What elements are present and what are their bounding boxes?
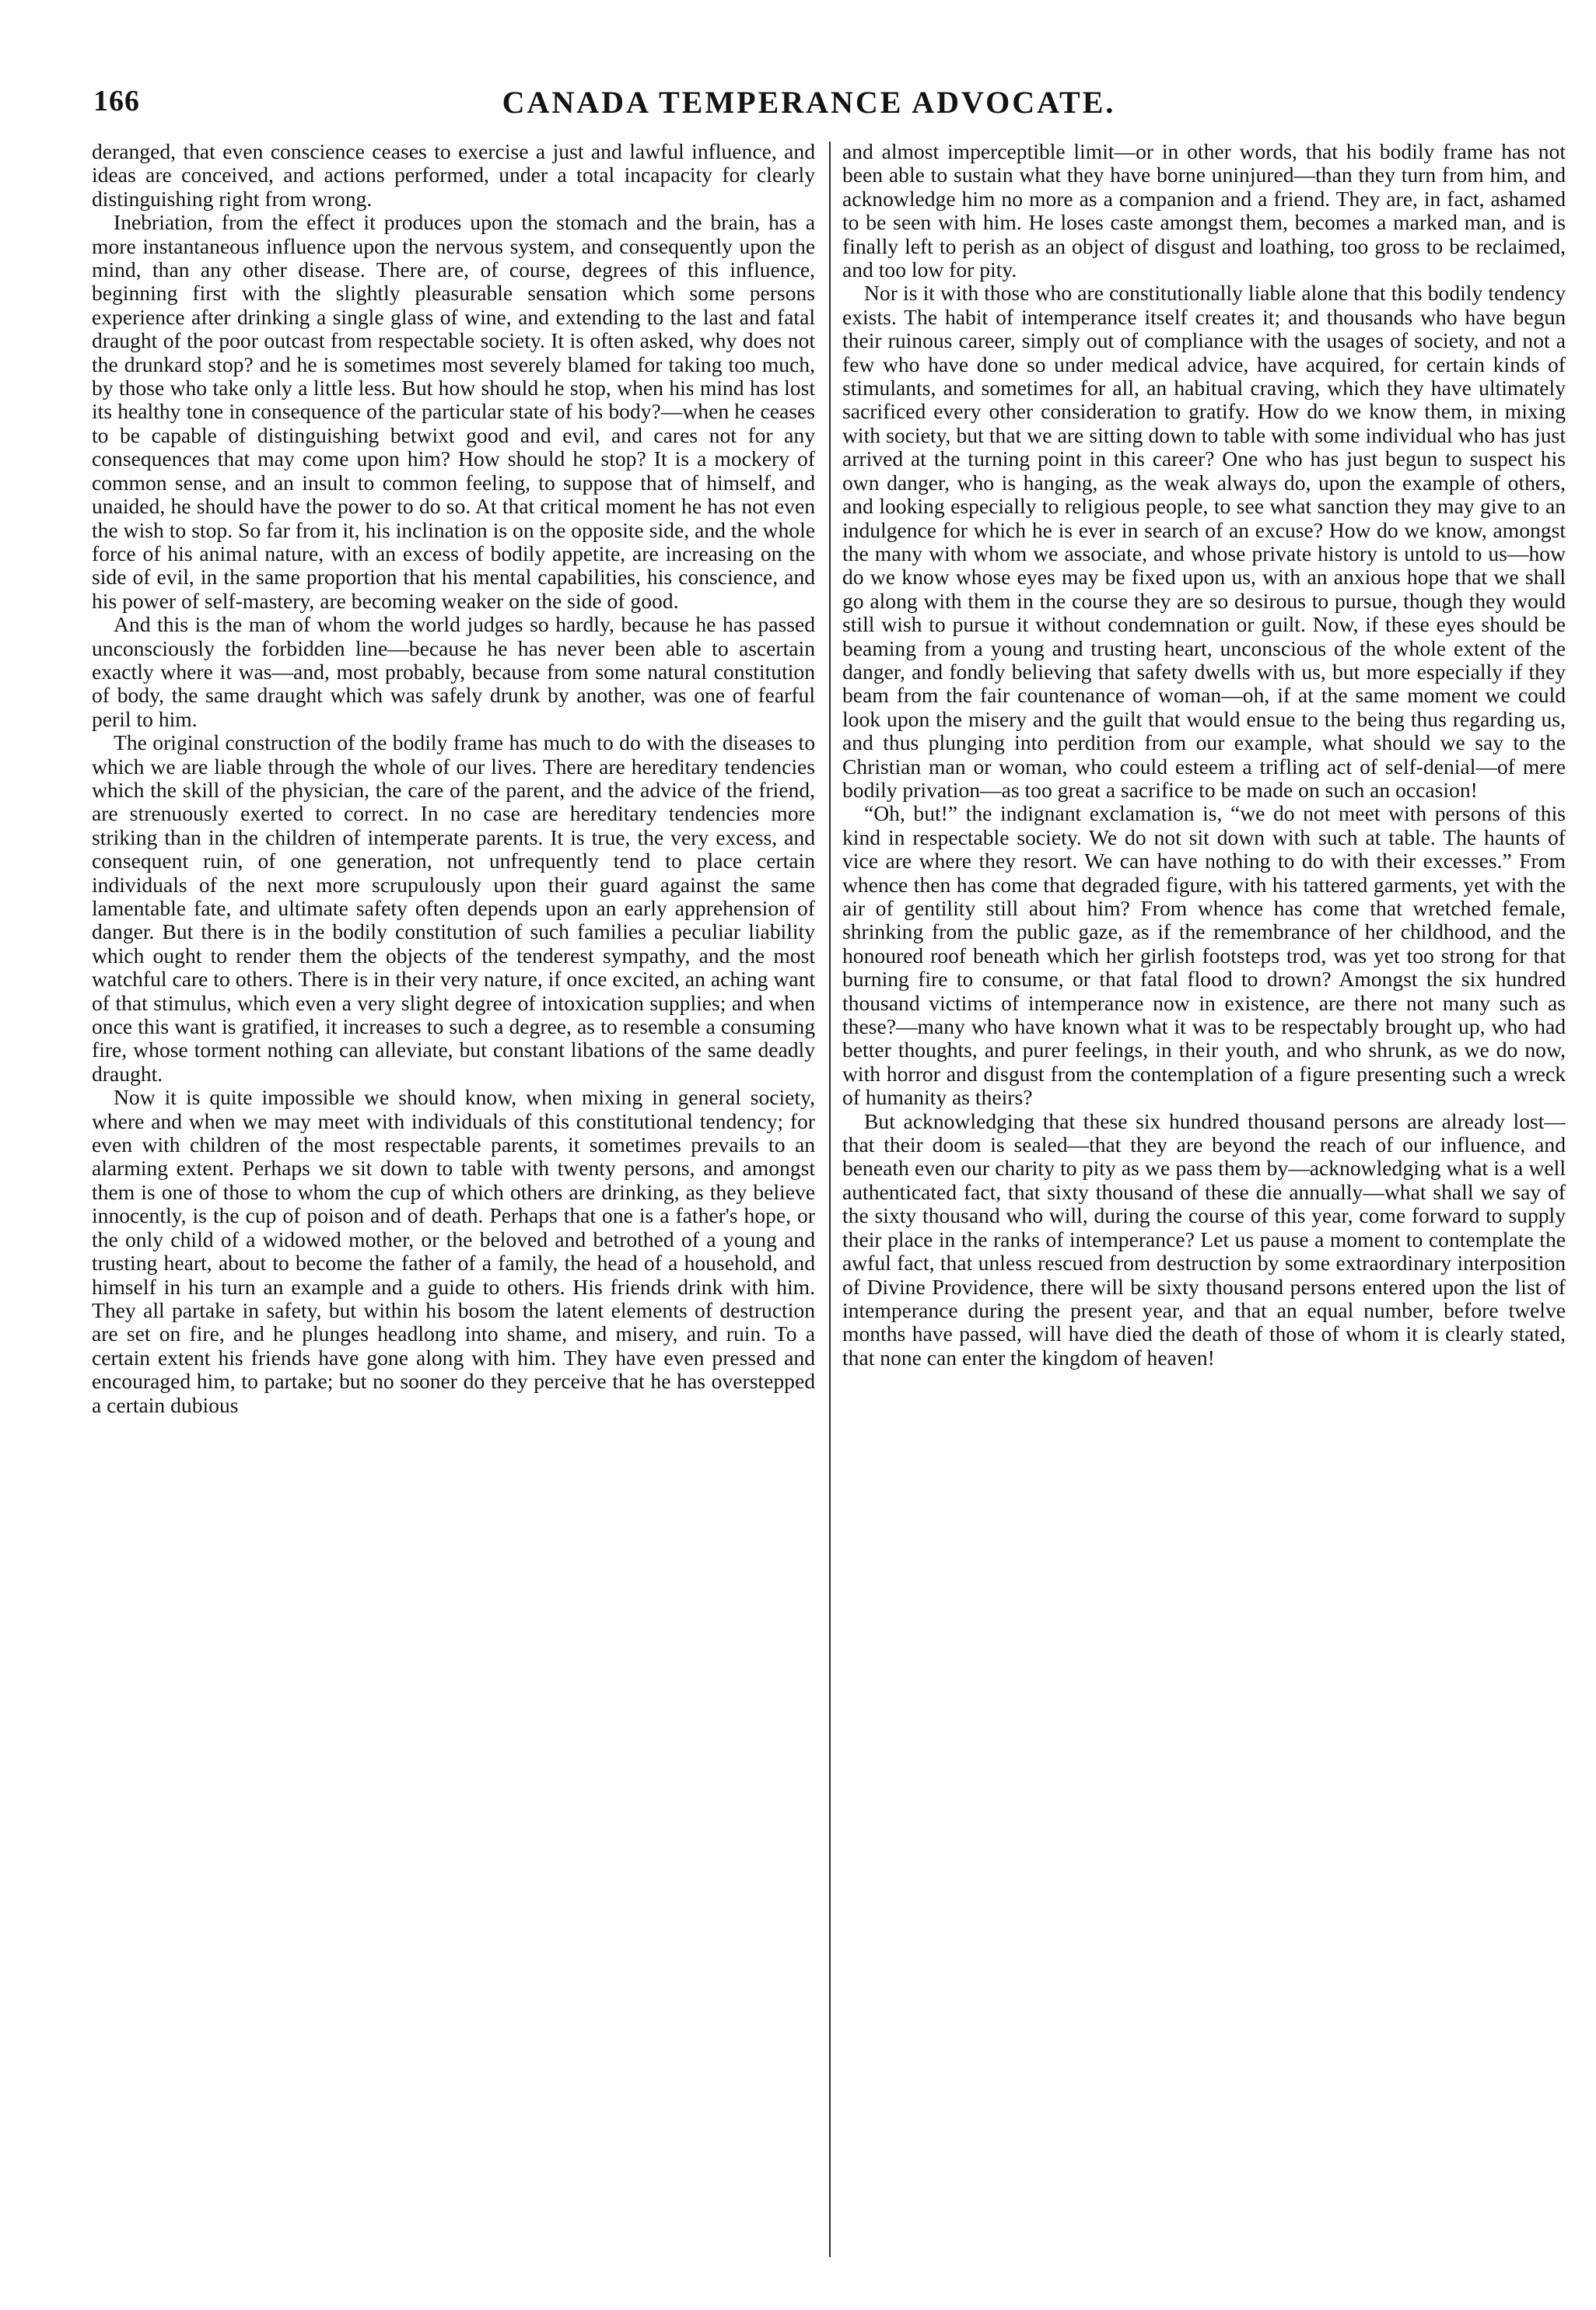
paragraph: deranged, that even conscience ceases to exercise a just and lawful influence, and ideas are conceived, and actions performed, under a total incapacity for clearly distinguishing right from wrong. [92,140,815,211]
paragraph: Now it is quite impossible we should know, when mixing in general society, where and when we may meet with individuals of this constitutional tendency; for even with children of the most respectable parents, it sometimes prevails to an alarming extent. Perhaps we sit down to table with twenty persons, and amongst them is one of those to whom the cup of which others are drinking, as they believe innocently, is the cup of poison and of death. Perhaps that one is a father's hope, or the only child of a widowed mother, or the beloved and betrothed of a young and trusting heart, about to become the father of a family, the head of a household, and himself in his turn an example and a guide to others. His friends drink with him. They all partake in safety, but within his bosom the latent elements of destruction are set on fire, and he plunges headlong into shame, and misery, and ruin. To a certain extent his friends have gone along with him. They have even pressed and encouraged him, to partake; but no sooner do they perceive that he has overstepped a certain dubious [92,1085,815,1417]
paragraph: “Oh, but!” the indignant exclamation is, “we do not meet with persons of this kind in respectable society. We do not sit down with such at table. The haunts of vice are where they resort. We can have nothing to do with their excesses.” From whence then has come that degraded figure, with his tattered garments, yet with the air of gentility still about him? From whence has come that wretched female, shrinking from the public gaze, as if the remembrance of her childhood, and the honoured roof beneath which her girlish footsteps trod, was yet too strong for that burning fire to consume, or that fatal flood to drown? Amongst the six hundred thousand victims of intemperance now in existence, are there not many such as these?—many who have known what it was to be respectably brought up, who had better thoughts, and purer feelings, in their youth, and who shrunk, as we do now, with horror and disgust from the contemplation of a figure presenting such a wreck of humanity as theirs? [842,801,1566,1110]
paragraph: And this is the man of whom the world judges so hardly, because he has passed unconsciously the forbidden line—because he has never been able to ascertain exactly where it was—and, most probably, because from some natural constitution of body, the same draught which was safely drunk by another, was one of fearful peril to him. [92,612,815,731]
page-number: 166 [93,85,140,117]
paragraph: and almost imperceptible limit—or in other words, that his bodily frame has not been able to sustain what they have borne uninjured—than they turn from him, and acknowledge him no more as a companion and a friend. They are, in fact, ashamed to be seen with him. He loses caste amongst them, becomes a marked man, and is finally left to perish as an object of disgust and loathing, too gross to be reclaimed, and too low for pity. [842,140,1566,282]
paragraph: The original construction of the bodily frame has much to do with the diseases to which we are liable through the whole of our lives. There are hereditary tendencies which the skill of the physician, the care of the parent, and the advice of the friend, are strenuously exerted to correct. In no case are hereditary tendencies more striking than in the children of intemperate parents. It is true, the very excess, and consequent ruin, of one generation, not unfrequently tend to place certain individuals of the next more scrupulously upon their guard against the same lamentable fate, and ultimate safety often depends upon an early apprehension of danger. But there is in the bodily constitution of such families a peculiar liability which ought to render them the objects of the tenderest sympathy, and the most watchful care to others. There is in their very nature, if once excited, an aching want of that stimulus, which even a very slight degree of intoxication supplies; and when once this want is gratified, it increases to such a degree, as to resemble a consuming fire, whose torment nothing can alleviate, but constant libations of the same deadly draught. [92,730,815,1086]
left-column [92,140,815,2271]
paragraph: But acknowledging that these six hundred thousand persons are already lost—that their doom is sealed—that they are beyond the reach of our influence, and beneath even our charity to pity as we pass them by—acknowledging what is a well authenticated fact, that sixty thousand of these die annually—what shall we say of the sixty thousand who will, during the course of this year, come forward to supply their place in the ranks of intemperance? Let us pause a moment to contemplate the awful fact, that unless rescued from destruction by some extraordinary interposition of Divine Providence, there will be sixty thousand persons entered upon the list of intemperance during the present year, and that an equal number, before twelve months have passed, will have died the death of those of whom it is clearly stated, that none can enter the kingdom of heaven! [842,1108,1566,1370]
column-divider [829,142,831,2257]
paragraph: Inebriation, from the effect it produces upon the stomach and the brain, has a more instantaneous influence upon the nervous system, and consequently upon the mind, than any other disease. There are, of course, degrees of this influence, beginning first with the slightly pleasurable sensation which some persons experience after drinking a single glass of wine, and extending to the last and fatal draught of the poor outcast from respectable society. It is often asked, why does not the drunkard stop? and he is sometimes most severely blamed for taking too much, by those who take only a little less. But how should he stop, when his mind has lost its healthy tone in consequence of the particular state of his body?—when he ceases to be capable of distinguishing betwixt good and evil, and cares not for any consequences that may come upon him? How should he stop? It is a mockery of common sense, and an insult to common feeling, to suppose that of himself, and unaided, he should have the power to do so. At that critical moment he has not even the wish to stop. So far from it, his inclination is on the opposite side, and the whole force of his animal nature, with an excess of bodily appetite, are increasing on the side of evil, in the same proportion that his mental capabilities, his conscience, and his power of self-mastery, are becoming weaker on the side of good. [92,210,815,613]
paragraph: Nor is it with those who are constitutionally liable alone that this bodily tendency exists. The habit of intemperance itself creates it; and thousands who have begun their ruinous career, simply out of compliance with the usages of society, and not a few who have done so under medical advice, have acquired, for certain kinds of stimulants, and sometimes for all, an habitual craving, which they have ultimately sacrificed every other consideration to gratify. How do we know them, in mixing with society, but that we are sitting down to table with some individual who has just arrived at the turning point in this career? One who has just begun to suspect his own danger, who is hanging, as the weak always do, upon the example of others, and looking especially to religious people, to see what sanction they may give to an indulgence for which he is ever in search of an excuse? How do we know, amongst the many with whom we associate, and whose private history is untold to us—how do we know whose eyes may be fixed upon us, with an anxious hope that we shall go along with them in the course they are so desirous to pursue, though they would still wish to pursue it without condemnation or guilt. Now, if these eyes should be beaming from a young and trusting heart, unconscious of the whole extent of the danger, and fondly believing that safety dwells with us, but more especially if they beam from the fair countenance of woman—oh, if at the same moment we could look upon the misery and the guilt that would ensue to the being thus regarding us, and thus plunging into perdition from our example, what should we say to the Christian man or woman, who could esteem a trifling act of self-denial—of mere bodily privation—as too great a sacrifice to be made on such an occasion! [842,281,1566,802]
page-header [93,84,1524,126]
publication-title: CANADA TEMPERANCE ADVOCATE. [502,85,1116,120]
right-column [842,140,1566,2271]
